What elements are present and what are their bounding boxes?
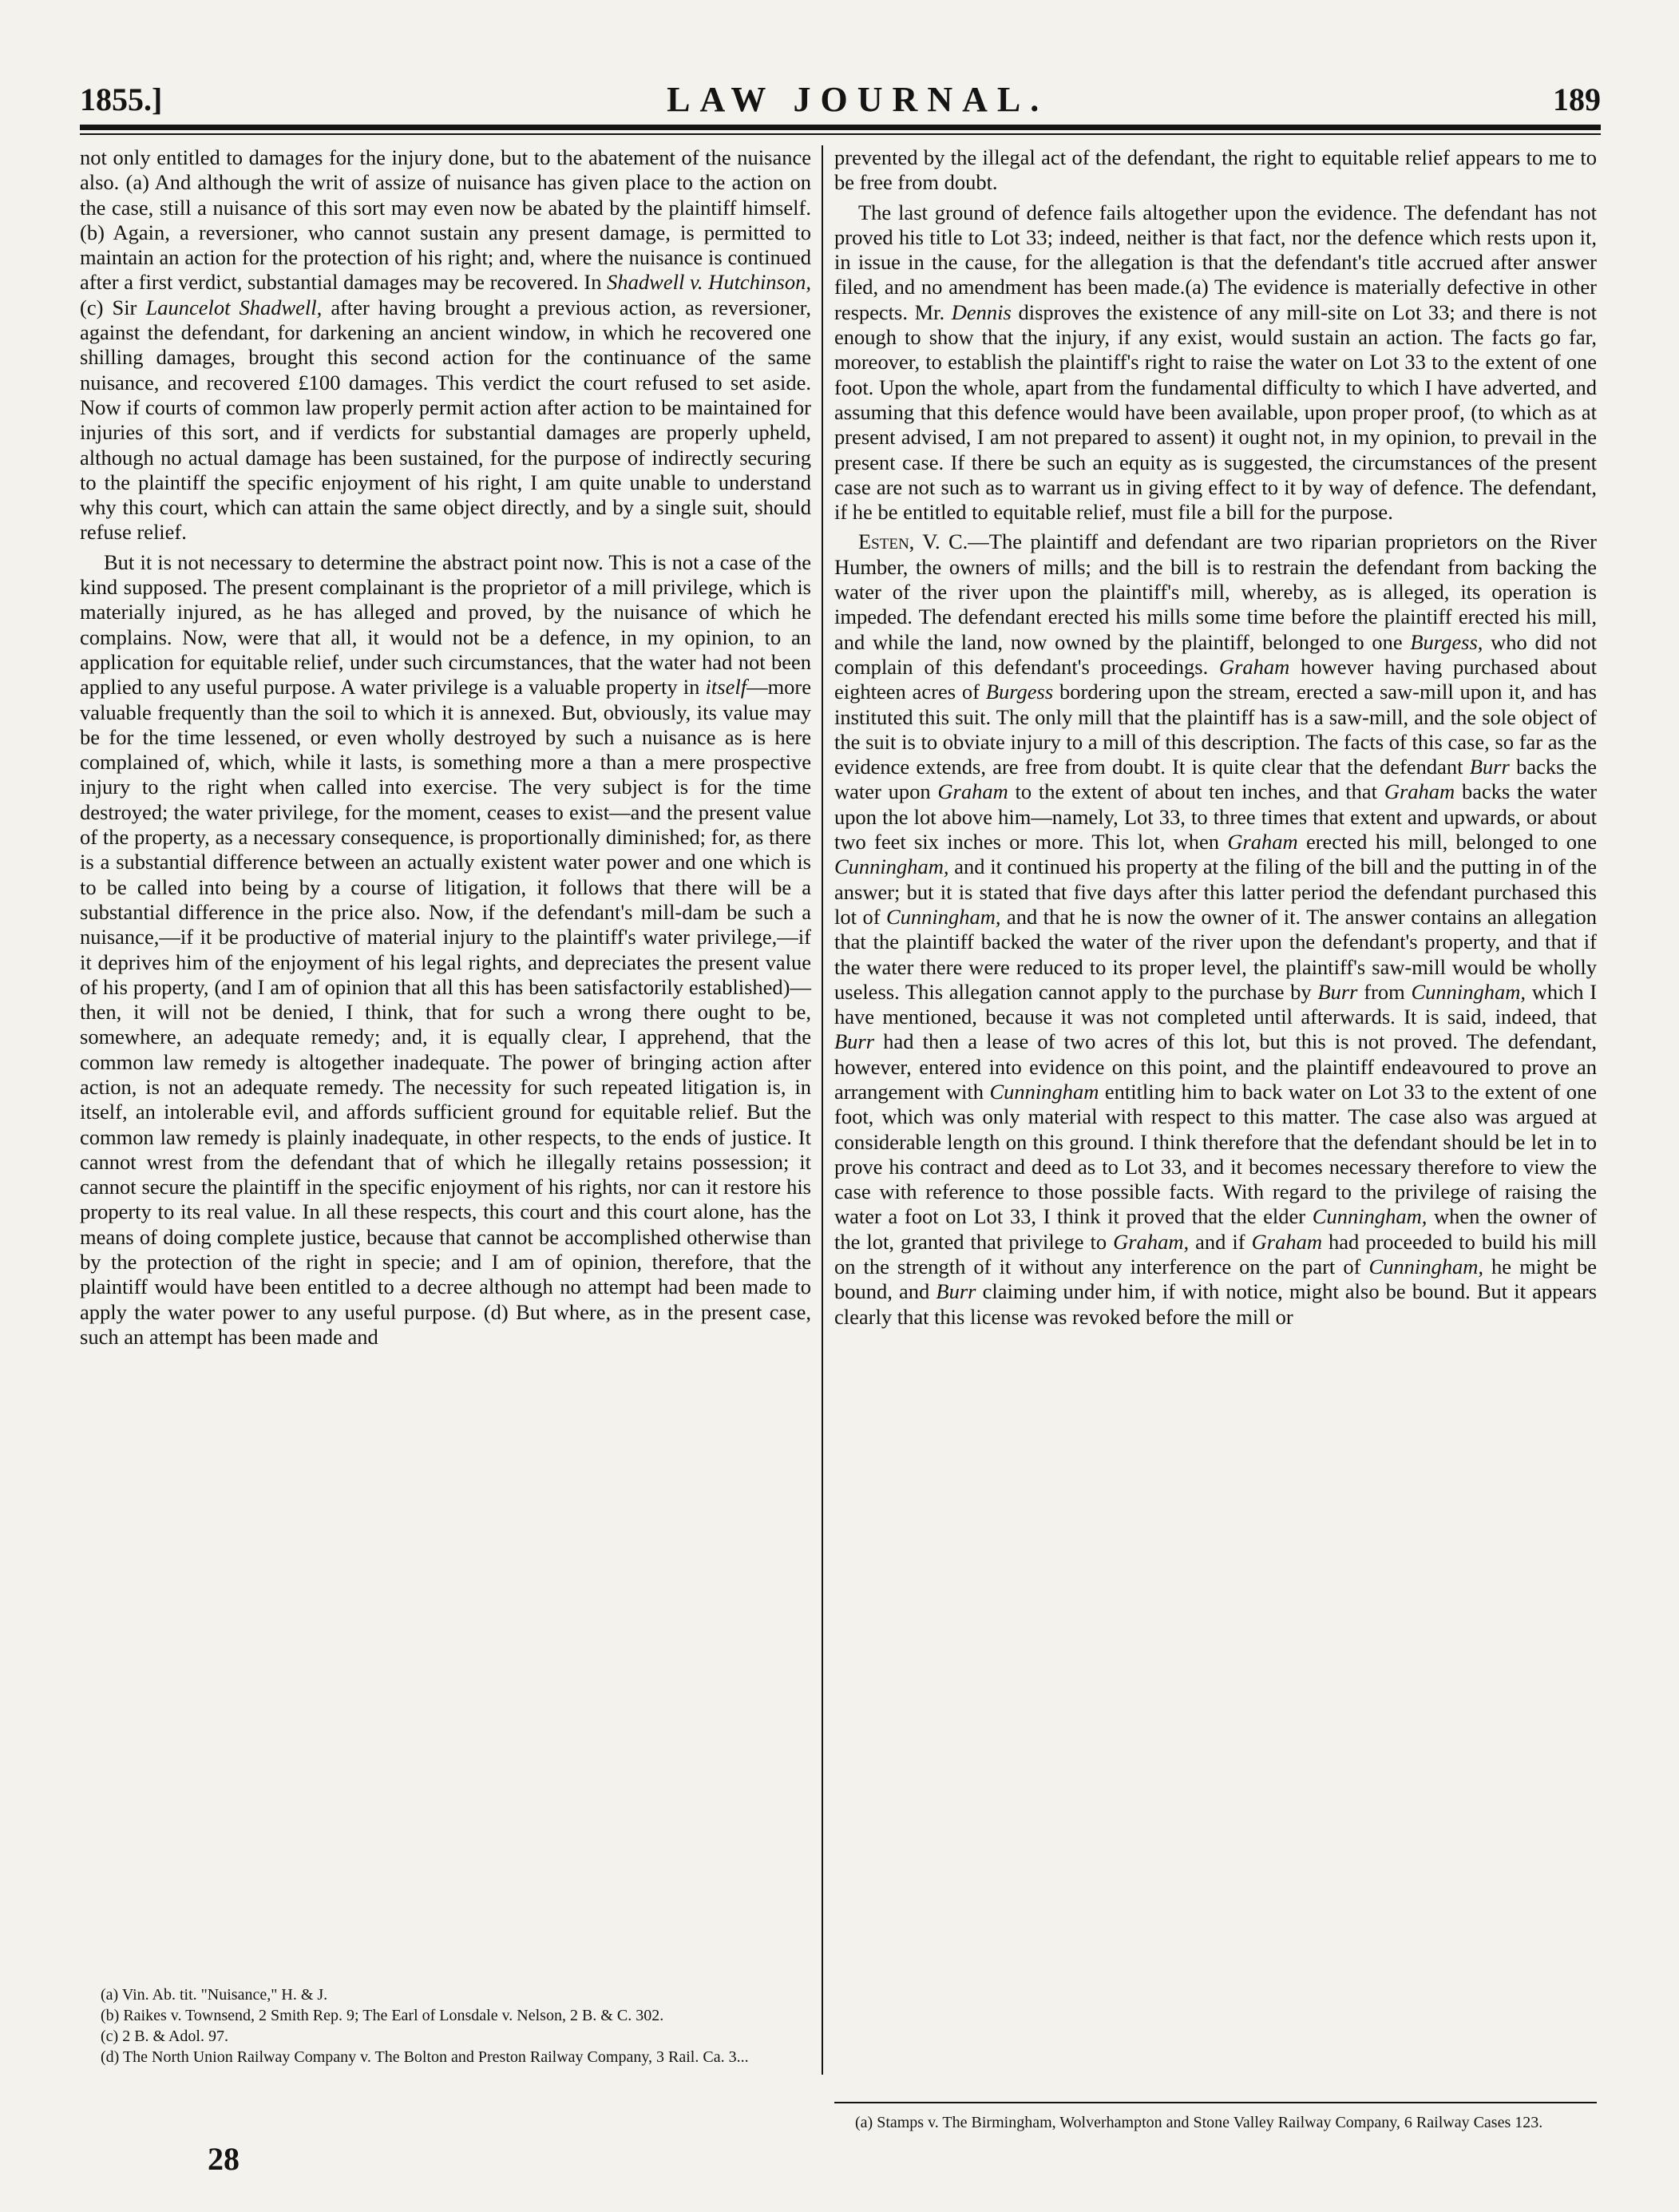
judge-name: Esten, V. C. bbox=[858, 529, 968, 554]
right-footnotes bbox=[834, 2112, 1597, 2133]
right-paragraph-3: Esten, V. C.—The plaintiff and defendant are two riparian proprietors on the River Humber, the owners of mills; and the bill is to restrain the defendant from backing the water of the river upon the plaintiff's mill, whereby, as is alleged, its operation is impeded. The defendant erected his mills some time before the plaintiff erected his mill, and while the land, now owned by the plaintiff, belonged to one Burgess, who did not complain of this defendant's proceedings. Graham however having purchased about eighteen acres of Burgess bordering upon the stream, erected a saw-mill upon it, and has instituted this suit. The only mill that the plaintiff has is a saw-mill, and the sole object of the suit is to obviate injury to a mill of this description. The facts of this case, so far as the evidence extends, are free from doubt. It is quite clear that the defendant Burr backs the water upon Graham to the extent of about ten inches, and that Graham backs the water upon the lot above him—namely, Lot 33, to three times that extent and upwards, or about two feet six inches or more. This lot, when Graham erected his mill, belonged to one Cunningham, and it continued his property at the filing of the bill and the putting in of the answer; but it is stated that five days after this latter period the defendant purchased this lot of Cunningham, and that he is now the owner of it. The answer contains an allegation that the plaintiff backed the water of the river upon the defendant's property, and that if the water there were reduced to its proper level, the plaintiff's saw-mill would be wholly useless. This allegation cannot apply to the purchase by Burr from Cunningham, which I have mentioned, because it was not completed until afterwards. It is said, indeed, that Burr had then a lease of two acres of this lot, but this is not proved. The defendant, however, entered into evidence on this point, and the plaintiff endeavoured to prove an arrangement with Cunningham entitling him to back water on Lot 33 to the extent of one foot, which was only material with respect to this matter. The case also was argued at considerable length on this ground. I think therefore that the defendant should be let in to prove his contract and deed as to Lot 33, and it becomes necessary therefore to view the case with reference to those possible facts. With regard to the privilege of raising the water a foot on Lot 33, I think it proved that the elder Cunningham, when the owner of the lot, granted that privilege to Graham, and if Graham had proceeded to build his mill on the strength of it without any interference on the part of Cunningham, he might be bound, and Burr claiming under him, if with notice, might also be bound. But it appears clearly that this license was revoked before the mill or bbox=[834, 529, 1598, 1329]
footnote-d: (d) The North Union Railway Company v. The Bolton and Preston Railway Company, 3 Rail. Ca. 3... bbox=[101, 2048, 749, 2066]
signature-mark: 28 bbox=[208, 2141, 240, 2177]
right-paragraph-2: The last ground of defence fails altogether upon the evidence. The defendant has not proved his title to Lot 33; indeed, neither is that fact, nor the defence which rests upon it, in issue in the cause, for the allegation is that the defendant's title accrued after answer filed, and no amendment has been made.(a) The evidence is materially defective in other respects. Mr. Dennis disproves the existence of any mill-site on Lot 33; and there is not enough to show that the injury, if any exist, would sustain an action. The facts go far, moreover, to establish the plaintiff's right to raise the water on Lot 33 to the extent of one foot. Upon the whole, apart from the fundamental difficulty to which I have adverted, and assuming that this defence would have been available, upon proper proof, (to which as at present advised, I am not prepared to assent) it ought not, in my opinion, to prevail in the present case. If there be such an equity as is suggested, the circumstances of the present case are not such as to warrant us in giving effect to it by way of defence. The defendant, if he be entitled to equitable relief, must file a bill for the purpose. bbox=[834, 200, 1598, 525]
footnote-rule bbox=[834, 2102, 1597, 2103]
right-paragraph-1: prevented by the illegal act of the defendant, the right to equitable relief appears to me to be free from doubt. bbox=[834, 145, 1597, 195]
column-divider bbox=[822, 145, 823, 2075]
header-rule-thin bbox=[80, 133, 1601, 135]
left-paragraph-1: not only entitled to damages for the injury done, but to the abatement of the nuisance also. (a) And although the writ of assize of nuisance has given place to the action on the case, still a nuisance of this sort may even now be abated by the plaintiff himself. (b) Again, a reversioner, who cannot sustain any present damage, is permitted to maintain an action for the protection of his right; and, where the nuisance is continued after a first verdict, substantial damages may be recovered. In Shadwell v. Hutchinson, (c) Sir Launcelot Shadwell, after having brought a previous action, as reversioner, against the defendant, for darkening an ancient window, in which he recovered one shilling damages, brought this second action for the continuance of the same nuisance, and recovered £100 damages. This verdict the court refused to set aside. Now if courts of common law properly permit action after action to be maintained for injuries of this sort, and if verdicts for substantial damages are properly upheld, although no actual damage has been sustained, for the purpose of indirectly securing to the plaintiff the specific enjoyment of his right, I am quite unable to understand why this court, which can attain the same object directly, and by a single suit, should refuse relief. bbox=[80, 145, 812, 545]
right-column bbox=[834, 145, 1597, 1330]
left-footnotes bbox=[80, 1984, 811, 2067]
footnote-c: (c) 2 B. & Adol. 97. bbox=[101, 2028, 228, 2045]
page-number: 189 bbox=[1552, 81, 1601, 117]
footnote-right-a: (a) Stamps v. The Birmingham, Wolverhampton and Stone Valley Railway Company, 6 Railway Cases 123. bbox=[855, 2114, 1543, 2131]
footnote-a: (a) Vin. Ab. tit. "Nuisance," H. & J. bbox=[101, 1986, 328, 2004]
journal-title: LAW JOURNAL. bbox=[667, 79, 1049, 119]
footnote-b: (b) Raikes v. Townsend, 2 Smith Rep. 9; The Earl of Lonsdale v. Nelson, 2 B. & C. 302. bbox=[101, 2007, 664, 2024]
case-citation: Shadwell v. Hutchinson, bbox=[607, 270, 811, 295]
person-name: Launcelot Shadwell, bbox=[145, 295, 323, 319]
left-paragraph-2: But it is not necessary to determine the abstract point now. This is not a case of the kind supposed. The present complainant is the proprietor of a mill privilege, which is materially injured, as he has alleged and proved, by the nuisance of which he complains. Now, were that all, it would not be a defence, in my opinion, to an application for equitable relief, under such circumstances, that the water had not been applied to any useful purpose. A water privilege is a valuable property in itself—more valuable frequently than the soil to which it is annexed. But, obviously, its value may be for the time lessened, or even wholly destroyed by such a nuisance as is here complained of, which, while it lasts, is something more a than a mere prospective injury to the right when called into exercise. The very subject is for the time destroyed; the water privilege, for the moment, ceases to exist—and the present value of the property, as a necessary consequence, is proportionally diminished; for, as there is a substantial difference between an actually existent water power and one which is to be called into being by a course of litigation, it follows that there will be a substantial difference in the price also. Now, if the defendant's mill-dam be such a nuisance,—if it be productive of material injury to the plaintiff's water privilege,—if it deprives him of the enjoyment of his legal rights, and depreciates the present value of his property, (and I am of opinion that all this has been satisfactorily established)—then, it will not be denied, I think, that for such a wrong there ought to be, somewhere, an adequate remedy; and, it is equally clear, I apprehend, that the common law remedy is altogether inadequate. The power of bringing action after action, is not an adequate remedy. The necessity for such repeated litigation is, in itself, an intolerable evil, and affords sufficient ground for equitable relief. But the common law remedy is plainly inadequate, in other respects, to the ends of justice. It cannot wrest from the defendant that of which he illegally retains possession; it cannot secure the plaintiff in the specific enjoyment of his rights, nor can it restore his property to its real value. In all these respects, this court and this court alone, has the means of doing complete justice, because that cannot be accomplished otherwise than by the protection of the right in specie; and I am of opinion, therefore, that the plaintiff would have been entitled to a decree although no attempt had been made to apply the water power to any useful purpose. (d) But where, as in the present case, such an attempt has been made and bbox=[80, 549, 812, 1349]
page-header bbox=[80, 80, 1601, 118]
header-rule-thick bbox=[80, 125, 1601, 130]
header-year: 1855.] bbox=[80, 81, 163, 117]
left-column bbox=[80, 145, 811, 1350]
